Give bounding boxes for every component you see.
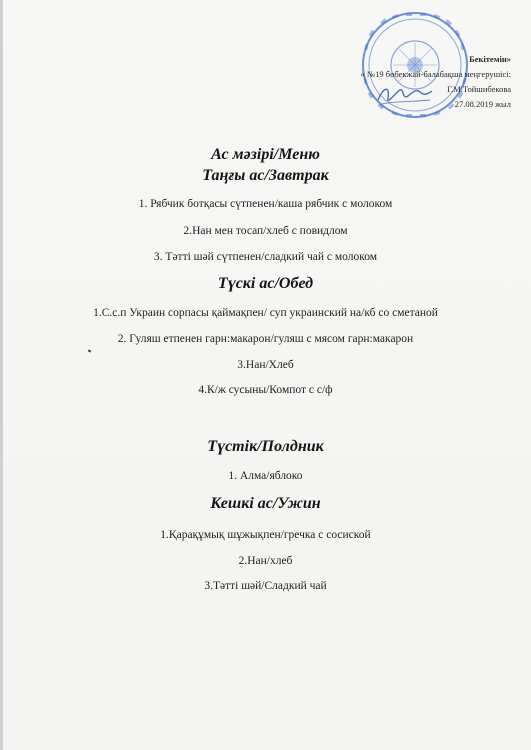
dinner-item-1: 1.Қарақұмық шұжықпен/гречка с сосиской bbox=[160, 529, 371, 541]
dinner-heading: Кешкі ас/Ужин bbox=[210, 495, 321, 512]
dinner-item-2: 2.Нан/хлеб bbox=[238, 555, 293, 567]
breakfast-heading: Таңғы ас/Завтрак bbox=[202, 167, 329, 184]
lunch-item-3: 3.Нан/Хлеб bbox=[237, 359, 294, 371]
approval-name: Г.М.Тойшибекова bbox=[447, 84, 511, 94]
breakfast-item-1: 1. Рябчик ботқасы сүтпенен/каша рябчик с молоком bbox=[138, 198, 393, 210]
menu-title: Ас мәзірі/Меню bbox=[211, 146, 320, 163]
snack-item-1: 1. Алма/яблоко bbox=[228, 470, 303, 482]
lunch-item-2: 2. Гуляш етпенен гарн:макарон/гуляш с мясом гарн:макарон bbox=[117, 333, 414, 345]
lunch-heading: Түскі ас/Обед bbox=[217, 275, 314, 292]
lunch-item-4: 4.К/ж сусыны/Компот с с/ф bbox=[198, 384, 333, 396]
snack-heading: Түстік/Полдник bbox=[207, 438, 324, 455]
approval-position: « №19 бөбекжай-балабақша меңгерушісі: bbox=[360, 69, 511, 79]
approval-date: 27.08.2019 жыл bbox=[454, 99, 511, 109]
lunch-item-1: 1.С.с.п Украин сорпасы қаймақпен/ суп украинский на/кб со сметаной bbox=[93, 307, 438, 319]
approval-block bbox=[291, 52, 511, 112]
scan-mark bbox=[88, 349, 92, 352]
breakfast-item-3: 3. Тәтті шәй сүтпенен/сладкий чай с молоком bbox=[153, 251, 378, 263]
breakfast-item-2: 2.Нан мен тосап/хлеб с повидлом bbox=[183, 225, 348, 237]
page-edge-shadow bbox=[0, 0, 3, 750]
approval-title: Бекітемін» bbox=[469, 54, 511, 64]
dinner-item-3: 3.Тәтті шәй/Сладкий чай bbox=[204, 580, 327, 592]
